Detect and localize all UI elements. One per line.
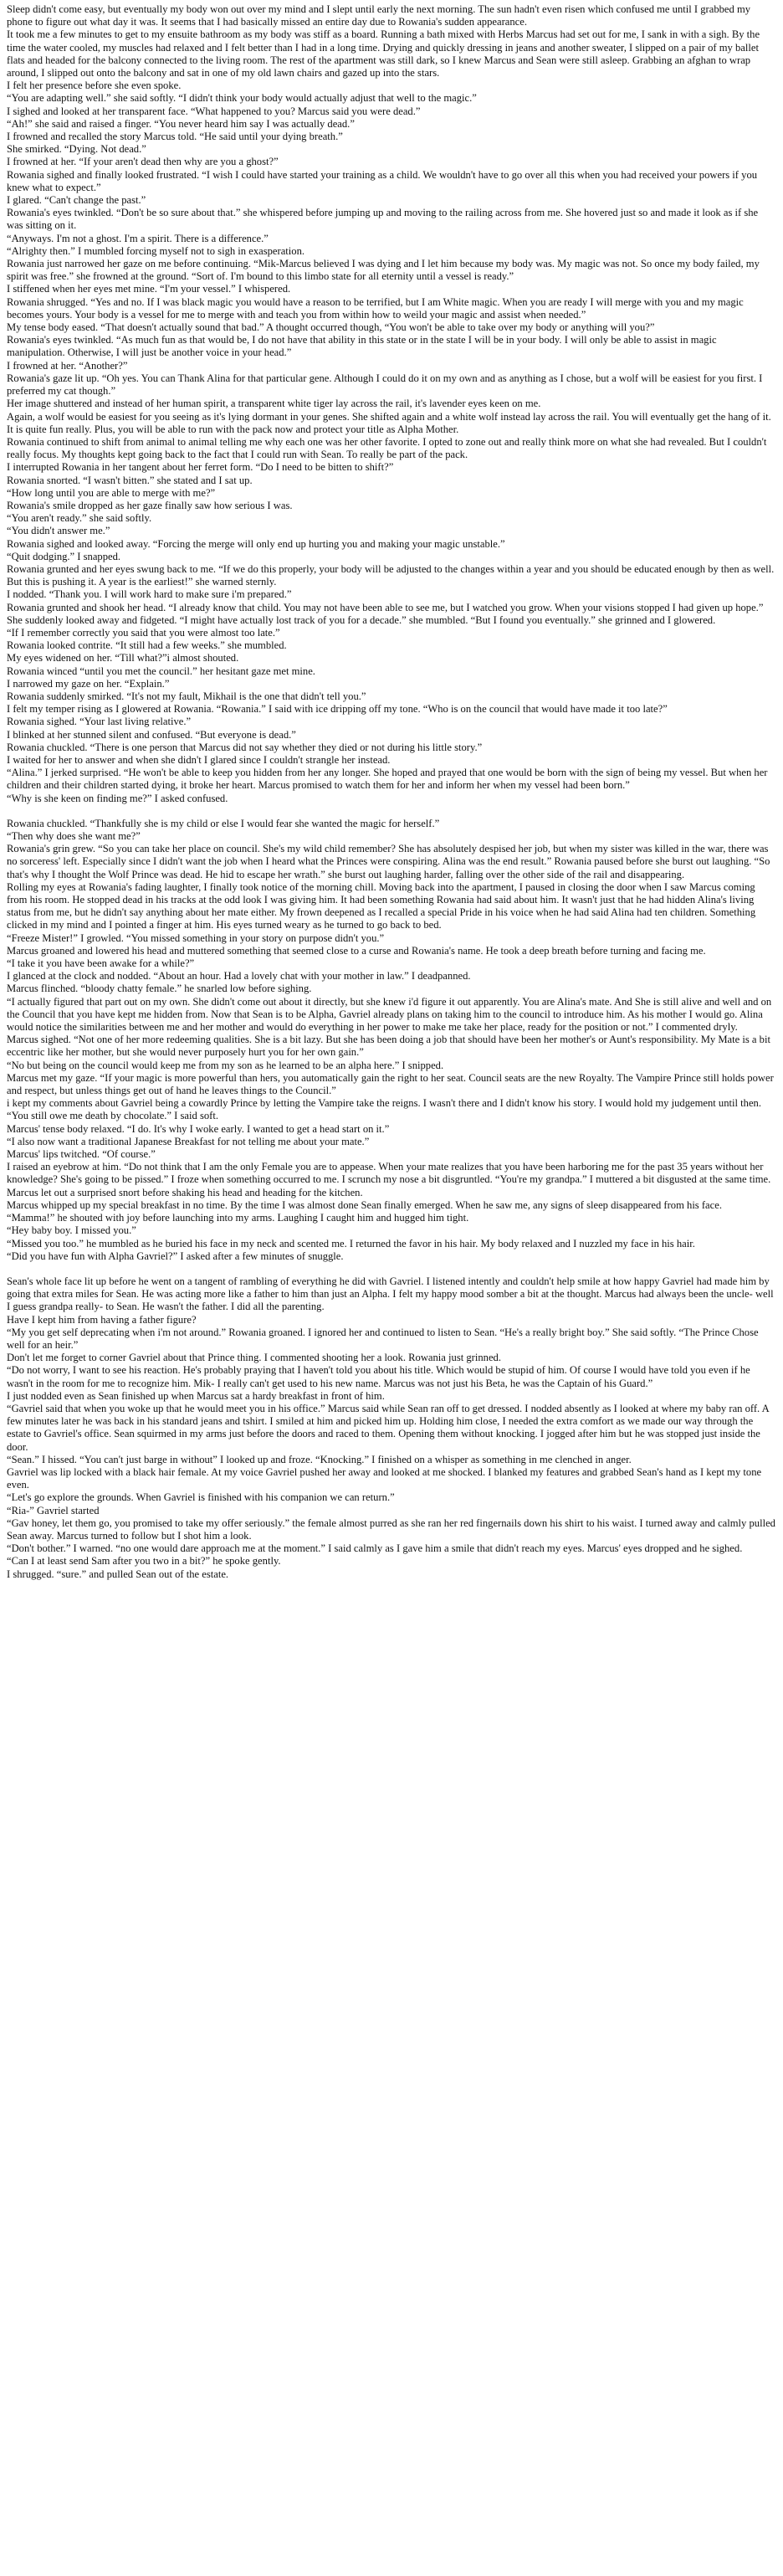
story-paragraph: “I take it you have been awake for a while?” — [7, 957, 195, 970]
story-paragraph: Rowania shrugged. “Yes and no. If I was black magic you would have a reason to be terrified, but I am White magic. When you are ready I will merge with you and my magic becomes yours. Your body is a vessel for me to merge with and teach you from within how to weild your magic and assist when needed.” — [7, 295, 744, 321]
story-paragraph: i kept my comments about Gavriel being a cowardly Prince by letting the Vampire take the reigns. I wasn't there and I didn't know his story. I would hold my judgement until then. — [7, 1097, 762, 1110]
story-paragraph: “I also now want a traditional Japanese Breakfast for not telling me about your mate.” — [7, 1135, 370, 1147]
story-paragraph: Sleep didn't come easy, but eventually my body won out over my mind and I slept until early the next morning. The sun hadn't even risen which confused me until I grabbed my phone to figure out what day it was. It seems that I had basically missed an entire day due to Rowania's sudden appearance. — [7, 3, 751, 28]
story-paragraph: I narrowed my gaze on her. “Explain.” — [7, 677, 170, 690]
story-paragraph: “Hey baby boy. I missed you.” — [7, 1224, 136, 1237]
story-paragraph: “How long until you are able to merge with me?” — [7, 486, 216, 499]
story-paragraph: “Let's go explore the grounds. When Gavriel is finished with his companion we can return.” — [7, 1491, 395, 1504]
story-paragraph: Rowania looked contrite. “It still had a few weeks.” she mumbled. — [7, 639, 287, 652]
story-paragraph: Rolling my eyes at Rowania's fading laughter, I finally took notice of the morning chill. Moving back into the apartment, I paused in closing the door when I saw Marcus coming from his room. He stopped dead in his tracks at the odd look I was giving him. It had been something Rowania had said about him. It wasn't just that he had hidden Alina's living status from me, but he didn't say anything about her mate either. My frown deepened as I recalled a special Pride in his voice when he had said Alina had ten children. Something clicked in my mind and I pointed a finger at him. His eyes turned weary as he turned to go back to bed. — [7, 880, 756, 931]
story-paragraph: “I actually figured that part out on my own. She didn't come out about it directly, but she knew i'd figure it out apparently. You are Alina's mate. And She is still alive and well and on the Council that you have kept me hidden from. Now that Sean is to be Alpha, Gavriel already plans on taking him to the council to introduce him. As his mother I would go. Alina would notice the similarities between me and her mother and would do everything in her power to make me take her place, ready for the position or not.” I commented dryly. — [7, 995, 772, 1034]
story-paragraph: My eyes widened on her. “Till what?”i almost shouted. — [7, 652, 239, 665]
story-paragraph: Rowania sighed. “Your last living relative.” — [7, 716, 192, 728]
story-paragraph: I just nodded even as Sean finished up when Marcus sat a hardy breakfast in front of him. — [7, 1389, 385, 1402]
story-paragraph: “Don't bother.” I warned. “no one would dare approach me at the moment.” I said calmly as I gave him a smile that didn't reach my eyes. Marcus' eyes dropped and he sighed. — [7, 1542, 743, 1555]
story-paragraph: Marcus sighed. “Not one of her more redeeming qualities. She is a bit lazy. But she has been doing a job that should have been her mother's or Aunt's responsibility. My Mate is a bit eccentric like her mother, but she would never purposely hurt you for her own gain.” — [7, 1034, 770, 1059]
story-paragraph: I glanced at the clock and nodded. “About an hour. Had a lovely chat with your mother in law.” I deadpanned. — [7, 970, 471, 983]
story-paragraph: I frowned at her. “If your aren't dead then why are you a ghost?” — [7, 156, 279, 168]
story-paragraph: Marcus' tense body relaxed. “I do. It's why I woke early. I wanted to get a head start on it.” — [7, 1122, 390, 1135]
story-paragraph: Rowania chuckled. “Thankfully she is my child or else I would fear she wanted the magic for herself.” — [7, 817, 440, 829]
story-paragraph: “Alina.” I jerked surprised. “He won't be able to keep you hidden from her any longer. She hoped and prayed that one would be born with the sign of being my vessel. But when her children and their children started dying, it broke her heart. Marcus promised to watch them for her and inform her when my vessel had been born.” — [7, 767, 768, 792]
story-paragraph: I interrupted Rowania in her tangent about her ferret form. “Do I need to be bitten to shift?” — [7, 461, 394, 474]
story-paragraph: “Ah!” she said and raised a finger. “You never heard him say I was actually dead.” — [7, 117, 355, 130]
story-paragraph: Gavriel was lip locked with a black hair female. At my voice Gavriel pushed her away and looked at me shocked. I blanked my features and grabbed Sean's hand as I kept my tone even. — [7, 1465, 762, 1491]
story-paragraph: Rowania grunted and her eyes swung back to me. “If we do this properly, your body will be adjusted to the changes within a year and you should be educated enough by then as well. But this is pushing it. A year is the earliest!” she warned sternly. — [7, 562, 775, 588]
story-paragraph: I frowned and recalled the story Marcus told. “He said until your dying breath.” — [7, 131, 343, 143]
story-paragraph: I glared. “Can't change the past.” — [7, 194, 146, 207]
story-paragraph: I sighed and looked at her transparent face. “What happened to you? Marcus said you were dead.” — [7, 105, 421, 117]
story-paragraph: Marcus flinched. “bloody chatty female.” he snarled low before sighing. — [7, 983, 312, 995]
story-paragraph: Rowania sighed and finally looked frustrated. “I wish I could have started your training as a child. We wouldn't have to go over all this when you had received your powers if you knew what to expect.” — [7, 168, 758, 193]
story-paragraph: She smirked. “Dying. Not dead.” — [7, 143, 146, 156]
story-paragraph: Rowania snorted. “I wasn't bitten.” she stated and I sat up. — [7, 474, 253, 486]
story-paragraph: My tense body eased. “That doesn't actually sound that bad.” A thought occurred though, “You won't be able to take over my body or anything will you?” — [7, 321, 655, 334]
story-paragraph: “Gav honey, let them go, you promised to take my offer seriously.” the female almost purred as she ran her red fingernails down his shirt to his waist. I turned away and calmly pulled Sean away. Marcus turned to follow but I shot him a look. — [7, 1516, 775, 1542]
story-paragraph: Rowania's smile dropped as her gaze finally saw how serious I was. — [7, 499, 293, 511]
story-paragraph: “Sean.” I hissed. “You can't just barge in without” I looked up and froze. “Knocking.” I finished on a whisper as something in me clenched in anger. — [7, 1453, 632, 1465]
story-paragraph: I felt my temper rising as I glowered at Rowania. “Rowania.” I said with ice dripping off my tone. “Who is on the council that would have made it too late?” — [7, 703, 668, 716]
story-paragraph: Rowania's eyes twinkled. “Don't be so sure about that.” she whispered before jumping up and moving to the railing across from me. She hovered just so and made it look as if she was sitting on it. — [7, 207, 759, 232]
story-paragraph: “Gavriel said that when you woke up that he would meet you in his office.” Marcus said while Sean ran off to get dressed. I nodded absently as I looked at where my baby ran off. A few minutes later he was back in his standard jeans and tshirt. I smiled at him and picked him up. Holding him close, I needed the extra comfort as we made our way through the estate to Gavriel's office. Sean squirmed in my arms just before the doors and raced to them. Opening them without knocking. I jogged after him but he was stopped just inside the door. — [7, 1402, 770, 1453]
story-paragraph: Rowania's grin grew. “So you can take her place on council. She's my wild child remember? She has absolutely despised her job, but when my sister was killed in the war, there was no sorceress' left. Especially since I didn't want the job when I heard what the Princes were conspiring. Alina was the end result.” Rowania paused before she burst out laughing. “So that's why I thought the Wolf Prince was dead. He hid to escape her wrath.” she burst out laughing harder, falling over the other side of the rail and disappearing. — [7, 843, 770, 880]
story-paragraph: “Freeze Mister!” I growled. “You missed something in your story on purpose didn't you.” — [7, 931, 385, 944]
story-paragraph: “You aren't ready.” she said softly. — [7, 512, 152, 525]
story-paragraph: “No but being on the council would keep me from my son as he learned to be an alpha here.” I snipped. — [7, 1059, 444, 1071]
story-paragraph: I waited for her to answer and when she didn't I glared since I couldn't strangle her instead. — [7, 753, 391, 766]
story-paragraph: “My you get self deprecating when i'm not around.” Rowania groaned. I ignored her and continued to listen to Sean. “He's a really bright boy.” She said softly. “The Prince Chose well for an heir.” — [7, 1326, 759, 1351]
story-paragraph: “Did you have fun with Alpha Gavriel?” I asked after a few minutes of snuggle. — [7, 1250, 344, 1262]
story-paragraph: “Ria-” Gavriel started — [7, 1504, 100, 1516]
story-paragraph: “Why is she keen on finding me?” I asked confused. — [7, 792, 228, 804]
story-paragraph: I raised an eyebrow at him. “Do not think that I am the only Female you are to appease. When your mate realizes that you have been harboring me for the past 35 years without her knowledge? She's going to be pissed.” I froze when something occurred to me. I scrunch my nose a bit disgruntled. “You're my grandpa.” I muttered a bit disgusted at the same time. — [7, 1161, 771, 1186]
story-paragraph: I stiffened when her eyes met mine. “I'm your vessel.” I whispered. — [7, 283, 291, 295]
story-paragraph: I nodded. “Thank you. I will work hard to make sure i'm prepared.” — [7, 588, 292, 601]
story-paragraph: I felt her presence before she even spoke. — [7, 80, 182, 92]
story-paragraph: Marcus' lips twitched. “Of course.” — [7, 1148, 156, 1161]
story-paragraph: I frowned at her. “Another?” — [7, 359, 128, 372]
story-paragraph: I blinked at her stunned silent and confused. “But everyone is dead.” — [7, 728, 296, 741]
story-paragraph: Rowania's gaze lit up. “Oh yes. You can Thank Alina for that particular gene. Although I could do it on my own and as anything as I chose, but a wolf will be easiest for you first. I preferred my cat though.” — [7, 372, 763, 398]
story-paragraph: It took me a few minutes to get to my ensuite bathroom as my body was stiff as a board. Running a bath mixed with Herbs Marcus had set out for me, I sank in with a sigh. By the time the water cooled, my muscles had relaxed and I felt better than I had in a long time. Drying and quickly dressing in jeans and another sweater, I slipped on a pair of my ballet flats and headed for the balcony connected to the living room. The rest of the apartment was still dark, so I knew Marcus and Sean were still asleep. Grabbing an afghan to wrap around, I slipped out onto the balcony and sat in one of my old lawn chairs and gazed up into the stars. — [7, 28, 760, 80]
story-paragraph: Rowania winced “until you met the council.” her hesitant gaze met mine. — [7, 665, 315, 677]
story-paragraph: Marcus met my gaze. “If your magic is more powerful than hers, you automatically gain the right to her seat. Council seats are the new Royalty. The Vampire Prince still holds power and respect, but unless things get out of hand he leaves things to the Council.” — [7, 1071, 774, 1097]
story-paragraph: “You still owe me death by chocolate.” I said soft. — [7, 1110, 218, 1122]
story-paragraph: Have I kept him from having a father figure? — [7, 1313, 197, 1326]
story-paragraph: “Missed you too.” he mumbled as he buried his face in my neck and scented me. I returned the favor in his hair. My body relaxed and I nuzzled my face in his hair. — [7, 1237, 695, 1250]
story-paragraph: “Do not worry, I want to see his reaction. He's probably praying that I haven't told you about his title. Which would be stupid of him. Of course I would have told you even if he wasn't in the room for me to recognize him. Mik- I really can't get used to his new name. Marcus was not just his Beta, he was the Captain of his Guard.” — [7, 1364, 750, 1389]
story-paragraph: I shrugged. “sure.” and pulled Sean out of the estate. — [7, 1568, 229, 1580]
story-paragraph: Her image shuttered and instead of her human spirit, a transparent white tiger lay across the rail, it's lavender eyes keen on me. — [7, 398, 541, 410]
story-paragraph: “Anyways. I'm not a ghost. I'm a spirit. There is a difference.” — [7, 232, 269, 244]
story-paragraph: Marcus groaned and lowered his head and muttered something that seemed close to a curse and Rowania's name. He took a deep breath before turning and facing me. — [7, 944, 706, 957]
story-paragraph: “Then why does she want me?” — [7, 830, 141, 842]
story-paragraph: “You didn't answer me.” — [7, 525, 110, 537]
story-paragraph: “If I remember correctly you said that you were almost too late.” — [7, 626, 280, 639]
story-paragraph: “Quit dodging.” I snapped. — [7, 550, 121, 562]
story-paragraph: Marcus whipped up my special breakfast in no time. By the time I was almost done Sean finally emerged. When he saw me, any signs of sleep disappeared from his face. — [7, 1198, 722, 1211]
story-paragraph: Again, a wolf would be easiest for you seeing as it's lying dormant in your genes. She shifted again and a white wolf instead lay across the rail. You will eventually get the hang of it. It is quite fun really. Plus, you will be able to run with the pack now and protect your title as Alpha Mother. — [7, 410, 771, 435]
story-paragraph: “You are adapting well.” she said softly. “I didn't think your body would actually adjust that well to the magic.” — [7, 92, 477, 105]
story-paragraph: Rowania chuckled. “There is one person that Marcus did not say whether they died or not during his little story.” — [7, 741, 483, 753]
story-paragraph: Rowania suddenly smirked. “It's not my fault, Mikhail is the one that didn't tell you.” — [7, 690, 366, 702]
story-paragraph: Rowania just narrowed her gaze on me before continuing. “Mik-Marcus believed I was dying and I let him because my body was. My magic was not. So once my body failed, my spirit was free.” she frowned at the ground. “Sort of. I'm bound to this limbo state for all eternity until a vessel is ready.” — [7, 258, 760, 283]
story-paragraph: “Can I at least send Sam after you two in a bit?” he spoke gently. — [7, 1555, 281, 1568]
story-paragraph: Rowania sighed and looked away. “Forcing the merge will only end up hurting you and making your magic unstable.” — [7, 537, 505, 550]
story-paragraph: Rowania grunted and shook her head. “I already know that child. You may not have been able to see me, but I watched you grow. When your visions stopped I had given up hope.” She suddenly looked away and fidgeted. “I might have actually lost track of you for a decade.” she mumbled. “But I found you eventually.” she grinned and I glowered. — [7, 601, 764, 626]
story-paragraph: Don't let me forget to corner Gavriel about that Prince thing. I commented shooting her a look. Rowania just grinned. — [7, 1352, 502, 1364]
story-paragraph: “Mamma!” he shouted with joy before launching into my arms. Laughing I caught him and hugged him tight. — [7, 1212, 469, 1224]
story-paragraph: Rowania's eyes twinkled. “As much fun as that would be, I do not have that ability in this state or in the state I will be in your body. I will only be able to assist in magic manipulation. Otherwise, I will just be another voice in your head.” — [7, 334, 717, 359]
story-paragraph: Sean's whole face lit up before he went on a tangent of rambling of everything he did with Gavriel. I listened intently and couldn't help smile at how happy Gavriel had made him by going that extra miles for Sean. He was acting more like a father to him than just an Alpha. I felt my happy mood somber a bit at the thought. Marcus had always been the uncle- well I guess grandpa really- to Sean. He wasn't the father. I did all the parenting. — [7, 1275, 774, 1313]
story-paragraph: Rowania continued to shift from animal to animal telling me why each one was her other favorite. I opted to zone out and really think more on what she had revealed. But I couldn't really focus. My thoughts kept going back to the fact that I could run with Sean. To really be part of the pack. — [7, 435, 767, 461]
story-paragraph: Marcus let out a surprised snort before shaking his head and heading for the kitchen. — [7, 1186, 363, 1198]
story-paragraph: “Alrighty then.” I mumbled forcing myself not to sigh in exasperation. — [7, 244, 305, 257]
